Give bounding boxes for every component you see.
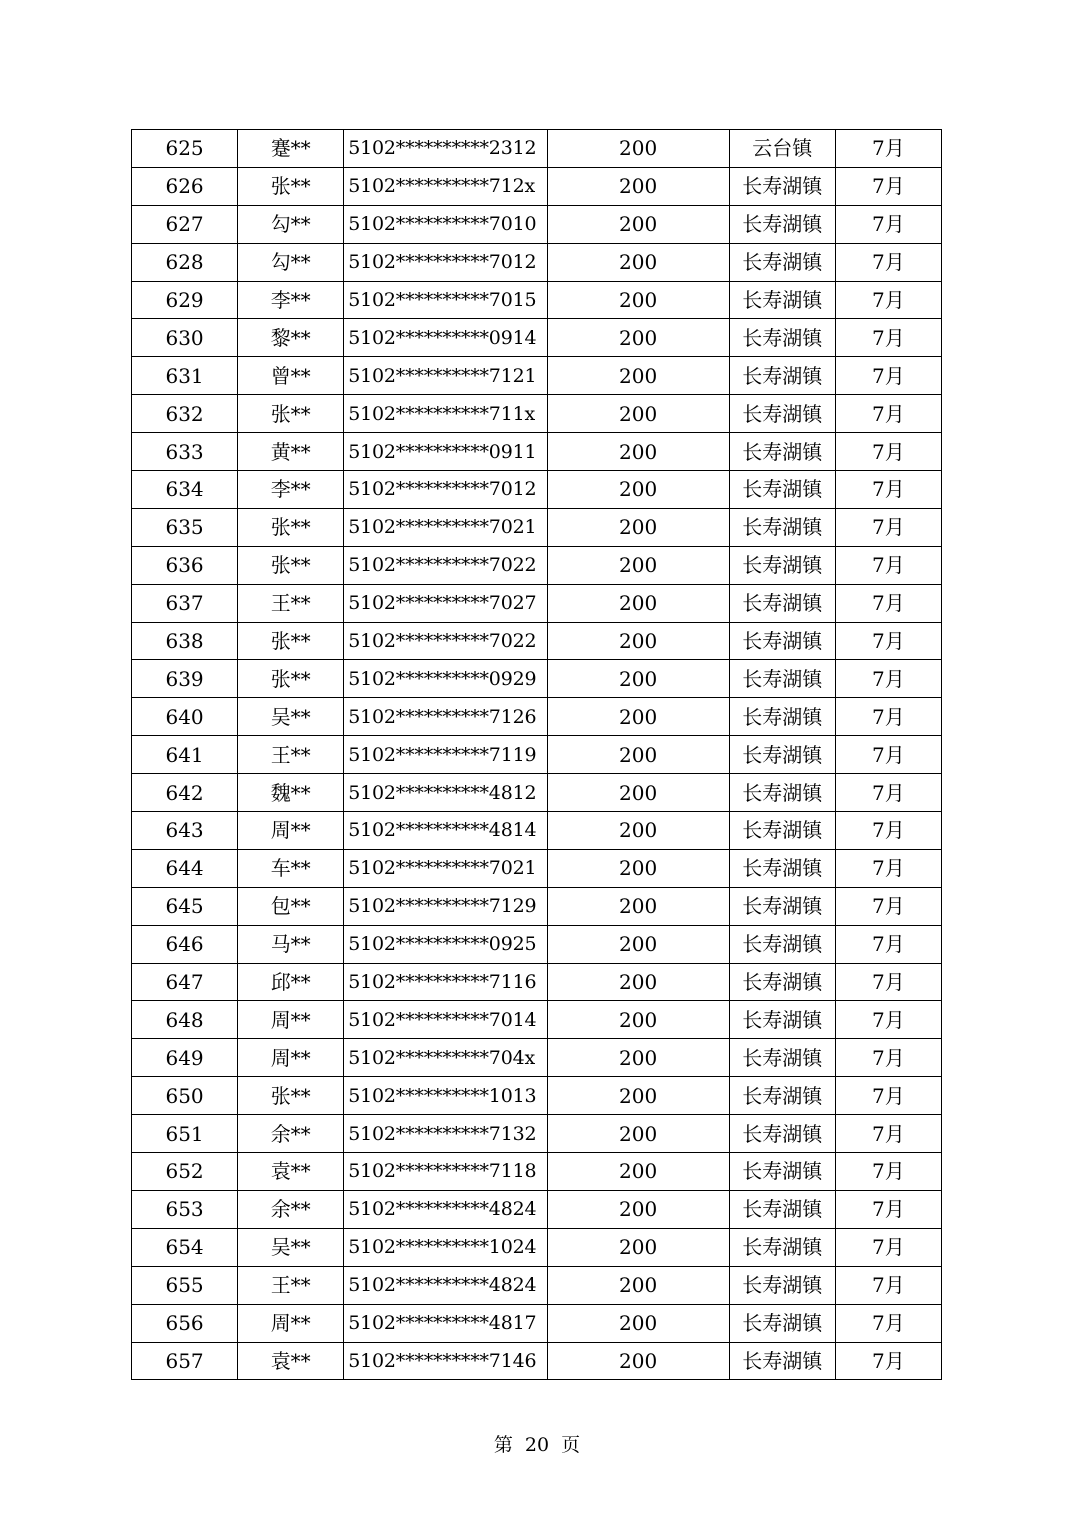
id-number-cell: 5102**********7021 bbox=[344, 508, 547, 546]
amount-cell: 200 bbox=[547, 584, 729, 622]
serial-number-cell: 648 bbox=[132, 1001, 238, 1039]
id-number-cell: 5102**********0929 bbox=[344, 660, 547, 698]
serial-number-cell: 638 bbox=[132, 622, 238, 660]
month-cell: 7月 bbox=[835, 622, 941, 660]
name-cell: 袁** bbox=[238, 1342, 344, 1380]
name-cell: 黄** bbox=[238, 433, 344, 471]
town-cell: 长寿湖镇 bbox=[729, 660, 835, 698]
amount-cell: 200 bbox=[547, 357, 729, 395]
month-cell: 7月 bbox=[835, 471, 941, 509]
month-cell: 7月 bbox=[835, 584, 941, 622]
amount-cell: 200 bbox=[547, 395, 729, 433]
name-cell: 张** bbox=[238, 1077, 344, 1115]
name-cell: 周** bbox=[238, 1039, 344, 1077]
table-row bbox=[132, 395, 942, 433]
table-row bbox=[132, 736, 942, 774]
amount-cell: 200 bbox=[547, 1115, 729, 1153]
serial-number-cell: 652 bbox=[132, 1153, 238, 1191]
table-row bbox=[132, 584, 942, 622]
serial-number-cell: 629 bbox=[132, 281, 238, 319]
town-cell: 长寿湖镇 bbox=[729, 243, 835, 281]
table-row bbox=[132, 130, 942, 168]
amount-cell: 200 bbox=[547, 243, 729, 281]
name-cell: 周** bbox=[238, 812, 344, 850]
id-number-cell: 5102**********7014 bbox=[344, 1001, 547, 1039]
amount-cell: 200 bbox=[547, 1039, 729, 1077]
town-cell: 长寿湖镇 bbox=[729, 1342, 835, 1380]
id-number-cell: 5102**********7121 bbox=[344, 357, 547, 395]
town-cell: 长寿湖镇 bbox=[729, 546, 835, 584]
table-row bbox=[132, 243, 942, 281]
id-number-cell: 5102**********7012 bbox=[344, 243, 547, 281]
month-cell: 7月 bbox=[835, 433, 941, 471]
name-cell: 张** bbox=[238, 508, 344, 546]
table-row bbox=[132, 1001, 942, 1039]
town-cell: 长寿湖镇 bbox=[729, 357, 835, 395]
month-cell: 7月 bbox=[835, 243, 941, 281]
table-row bbox=[132, 1304, 942, 1342]
page-number: 20 bbox=[524, 1434, 550, 1456]
serial-number-cell: 628 bbox=[132, 243, 238, 281]
town-cell: 长寿湖镇 bbox=[729, 812, 835, 850]
town-cell: 长寿湖镇 bbox=[729, 167, 835, 205]
amount-cell: 200 bbox=[547, 130, 729, 168]
amount-cell: 200 bbox=[547, 1077, 729, 1115]
month-cell: 7月 bbox=[835, 1001, 941, 1039]
month-cell: 7月 bbox=[835, 1190, 941, 1228]
amount-cell: 200 bbox=[547, 281, 729, 319]
town-cell: 长寿湖镇 bbox=[729, 1001, 835, 1039]
town-cell: 长寿湖镇 bbox=[729, 925, 835, 963]
amount-cell: 200 bbox=[547, 736, 729, 774]
serial-number-cell: 647 bbox=[132, 963, 238, 1001]
id-number-cell: 5102**********7129 bbox=[344, 887, 547, 925]
serial-number-cell: 645 bbox=[132, 887, 238, 925]
month-cell: 7月 bbox=[835, 925, 941, 963]
name-cell: 马** bbox=[238, 925, 344, 963]
amount-cell: 200 bbox=[547, 1001, 729, 1039]
amount-cell: 200 bbox=[547, 1266, 729, 1304]
id-number-cell: 5102**********7021 bbox=[344, 849, 547, 887]
month-cell: 7月 bbox=[835, 1153, 941, 1191]
month-cell: 7月 bbox=[835, 319, 941, 357]
name-cell: 邱** bbox=[238, 963, 344, 1001]
serial-number-cell: 635 bbox=[132, 508, 238, 546]
amount-cell: 200 bbox=[547, 1190, 729, 1228]
month-cell: 7月 bbox=[835, 698, 941, 736]
serial-number-cell: 640 bbox=[132, 698, 238, 736]
serial-number-cell: 649 bbox=[132, 1039, 238, 1077]
month-cell: 7月 bbox=[835, 1077, 941, 1115]
serial-number-cell: 656 bbox=[132, 1304, 238, 1342]
table-row bbox=[132, 433, 942, 471]
serial-number-cell: 651 bbox=[132, 1115, 238, 1153]
id-number-cell: 5102**********7119 bbox=[344, 736, 547, 774]
serial-number-cell: 634 bbox=[132, 471, 238, 509]
month-cell: 7月 bbox=[835, 395, 941, 433]
town-cell: 长寿湖镇 bbox=[729, 205, 835, 243]
id-number-cell: 5102**********7012 bbox=[344, 471, 547, 509]
month-cell: 7月 bbox=[835, 281, 941, 319]
month-cell: 7月 bbox=[835, 1115, 941, 1153]
serial-number-cell: 646 bbox=[132, 925, 238, 963]
serial-number-cell: 657 bbox=[132, 1342, 238, 1380]
serial-number-cell: 653 bbox=[132, 1190, 238, 1228]
id-number-cell: 5102**********7146 bbox=[344, 1342, 547, 1380]
month-cell: 7月 bbox=[835, 1228, 941, 1266]
name-cell: 李** bbox=[238, 471, 344, 509]
serial-number-cell: 633 bbox=[132, 433, 238, 471]
table-row bbox=[132, 1266, 942, 1304]
month-cell: 7月 bbox=[835, 736, 941, 774]
amount-cell: 200 bbox=[547, 1342, 729, 1380]
town-cell: 长寿湖镇 bbox=[729, 887, 835, 925]
name-cell: 张** bbox=[238, 546, 344, 584]
table-row bbox=[132, 849, 942, 887]
serial-number-cell: 650 bbox=[132, 1077, 238, 1115]
town-cell: 长寿湖镇 bbox=[729, 622, 835, 660]
month-cell: 7月 bbox=[835, 1304, 941, 1342]
amount-cell: 200 bbox=[547, 167, 729, 205]
id-number-cell: 5102**********4814 bbox=[344, 812, 547, 850]
town-cell: 长寿湖镇 bbox=[729, 1266, 835, 1304]
table-row bbox=[132, 925, 942, 963]
name-cell: 余** bbox=[238, 1115, 344, 1153]
month-cell: 7月 bbox=[835, 849, 941, 887]
name-cell: 黎** bbox=[238, 319, 344, 357]
table-row bbox=[132, 319, 942, 357]
town-cell: 云台镇 bbox=[729, 130, 835, 168]
id-number-cell: 5102**********7022 bbox=[344, 622, 547, 660]
amount-cell: 200 bbox=[547, 205, 729, 243]
table-row bbox=[132, 812, 942, 850]
name-cell: 包** bbox=[238, 887, 344, 925]
amount-cell: 200 bbox=[547, 508, 729, 546]
amount-cell: 200 bbox=[547, 546, 729, 584]
month-cell: 7月 bbox=[835, 887, 941, 925]
id-number-cell: 5102**********2312 bbox=[344, 130, 547, 168]
name-cell: 王** bbox=[238, 584, 344, 622]
table-row bbox=[132, 508, 942, 546]
name-cell: 勾** bbox=[238, 205, 344, 243]
table-row bbox=[132, 622, 942, 660]
amount-cell: 200 bbox=[547, 1304, 729, 1342]
month-cell: 7月 bbox=[835, 167, 941, 205]
page-footer bbox=[0, 1430, 1074, 1457]
table-row bbox=[132, 887, 942, 925]
town-cell: 长寿湖镇 bbox=[729, 281, 835, 319]
amount-cell: 200 bbox=[547, 319, 729, 357]
town-cell: 长寿湖镇 bbox=[729, 471, 835, 509]
table-row bbox=[132, 963, 942, 1001]
page-prefix: 第 bbox=[493, 1434, 513, 1456]
month-cell: 7月 bbox=[835, 1039, 941, 1077]
town-cell: 长寿湖镇 bbox=[729, 1153, 835, 1191]
table-row bbox=[132, 774, 942, 812]
id-number-cell: 5102**********7132 bbox=[344, 1115, 547, 1153]
serial-number-cell: 639 bbox=[132, 660, 238, 698]
amount-cell: 200 bbox=[547, 925, 729, 963]
id-number-cell: 5102**********1024 bbox=[344, 1228, 547, 1266]
serial-number-cell: 637 bbox=[132, 584, 238, 622]
id-number-cell: 5102**********7116 bbox=[344, 963, 547, 1001]
amount-cell: 200 bbox=[547, 433, 729, 471]
serial-number-cell: 636 bbox=[132, 546, 238, 584]
town-cell: 长寿湖镇 bbox=[729, 319, 835, 357]
serial-number-cell: 632 bbox=[132, 395, 238, 433]
month-cell: 7月 bbox=[835, 357, 941, 395]
month-cell: 7月 bbox=[835, 963, 941, 1001]
town-cell: 长寿湖镇 bbox=[729, 1304, 835, 1342]
amount-cell: 200 bbox=[547, 887, 729, 925]
table-row bbox=[132, 660, 942, 698]
town-cell: 长寿湖镇 bbox=[729, 433, 835, 471]
id-number-cell: 5102**********7015 bbox=[344, 281, 547, 319]
month-cell: 7月 bbox=[835, 546, 941, 584]
month-cell: 7月 bbox=[835, 660, 941, 698]
table-row bbox=[132, 1342, 942, 1380]
month-cell: 7月 bbox=[835, 205, 941, 243]
table-row bbox=[132, 1190, 942, 1228]
name-cell: 周** bbox=[238, 1001, 344, 1039]
id-number-cell: 5102**********7010 bbox=[344, 205, 547, 243]
town-cell: 长寿湖镇 bbox=[729, 1115, 835, 1153]
serial-number-cell: 630 bbox=[132, 319, 238, 357]
amount-cell: 200 bbox=[547, 963, 729, 1001]
town-cell: 长寿湖镇 bbox=[729, 698, 835, 736]
town-cell: 长寿湖镇 bbox=[729, 508, 835, 546]
id-number-cell: 5102**********4824 bbox=[344, 1190, 547, 1228]
town-cell: 长寿湖镇 bbox=[729, 963, 835, 1001]
id-number-cell: 5102**********1013 bbox=[344, 1077, 547, 1115]
town-cell: 长寿湖镇 bbox=[729, 774, 835, 812]
name-cell: 张** bbox=[238, 167, 344, 205]
serial-number-cell: 655 bbox=[132, 1266, 238, 1304]
table-row bbox=[132, 546, 942, 584]
serial-number-cell: 654 bbox=[132, 1228, 238, 1266]
amount-cell: 200 bbox=[547, 774, 729, 812]
serial-number-cell: 625 bbox=[132, 130, 238, 168]
id-number-cell: 5102**********4824 bbox=[344, 1266, 547, 1304]
table-row bbox=[132, 471, 942, 509]
name-cell: 张** bbox=[238, 660, 344, 698]
amount-cell: 200 bbox=[547, 622, 729, 660]
name-cell: 张** bbox=[238, 395, 344, 433]
table-row bbox=[132, 167, 942, 205]
serial-number-cell: 642 bbox=[132, 774, 238, 812]
record-table-body bbox=[132, 130, 942, 1380]
id-number-cell: 5102**********704x bbox=[344, 1039, 547, 1077]
id-number-cell: 5102**********0914 bbox=[344, 319, 547, 357]
name-cell: 周** bbox=[238, 1304, 344, 1342]
name-cell: 魏** bbox=[238, 774, 344, 812]
id-number-cell: 5102**********7118 bbox=[344, 1153, 547, 1191]
town-cell: 长寿湖镇 bbox=[729, 849, 835, 887]
serial-number-cell: 644 bbox=[132, 849, 238, 887]
table-row bbox=[132, 1115, 942, 1153]
month-cell: 7月 bbox=[835, 774, 941, 812]
id-number-cell: 5102**********4817 bbox=[344, 1304, 547, 1342]
town-cell: 长寿湖镇 bbox=[729, 1077, 835, 1115]
month-cell: 7月 bbox=[835, 508, 941, 546]
page-suffix: 页 bbox=[561, 1434, 581, 1456]
name-cell: 勾** bbox=[238, 243, 344, 281]
amount-cell: 200 bbox=[547, 849, 729, 887]
town-cell: 长寿湖镇 bbox=[729, 1228, 835, 1266]
serial-number-cell: 627 bbox=[132, 205, 238, 243]
name-cell: 曾** bbox=[238, 357, 344, 395]
name-cell: 吴** bbox=[238, 698, 344, 736]
name-cell: 张** bbox=[238, 622, 344, 660]
table-row bbox=[132, 698, 942, 736]
amount-cell: 200 bbox=[547, 1153, 729, 1191]
name-cell: 吴** bbox=[238, 1228, 344, 1266]
town-cell: 长寿湖镇 bbox=[729, 395, 835, 433]
amount-cell: 200 bbox=[547, 471, 729, 509]
table-row bbox=[132, 205, 942, 243]
amount-cell: 200 bbox=[547, 698, 729, 736]
id-number-cell: 5102**********7027 bbox=[344, 584, 547, 622]
id-number-cell: 5102**********711x bbox=[344, 395, 547, 433]
id-number-cell: 5102**********0925 bbox=[344, 925, 547, 963]
table-row bbox=[132, 1153, 942, 1191]
table-row bbox=[132, 357, 942, 395]
id-number-cell: 5102**********4812 bbox=[344, 774, 547, 812]
amount-cell: 200 bbox=[547, 660, 729, 698]
amount-cell: 200 bbox=[547, 1228, 729, 1266]
town-cell: 长寿湖镇 bbox=[729, 1190, 835, 1228]
town-cell: 长寿湖镇 bbox=[729, 736, 835, 774]
serial-number-cell: 631 bbox=[132, 357, 238, 395]
name-cell: 袁** bbox=[238, 1153, 344, 1191]
serial-number-cell: 641 bbox=[132, 736, 238, 774]
town-cell: 长寿湖镇 bbox=[729, 1039, 835, 1077]
amount-cell: 200 bbox=[547, 812, 729, 850]
month-cell: 7月 bbox=[835, 812, 941, 850]
id-number-cell: 5102**********7126 bbox=[344, 698, 547, 736]
id-number-cell: 5102**********712x bbox=[344, 167, 547, 205]
table-row bbox=[132, 281, 942, 319]
record-table bbox=[131, 129, 942, 1380]
month-cell: 7月 bbox=[835, 1266, 941, 1304]
serial-number-cell: 626 bbox=[132, 167, 238, 205]
name-cell: 李** bbox=[238, 281, 344, 319]
id-number-cell: 5102**********7022 bbox=[344, 546, 547, 584]
name-cell: 王** bbox=[238, 736, 344, 774]
name-cell: 余** bbox=[238, 1190, 344, 1228]
town-cell: 长寿湖镇 bbox=[729, 584, 835, 622]
name-cell: 王** bbox=[238, 1266, 344, 1304]
month-cell: 7月 bbox=[835, 130, 941, 168]
table-row bbox=[132, 1039, 942, 1077]
id-number-cell: 5102**********0911 bbox=[344, 433, 547, 471]
table-row bbox=[132, 1077, 942, 1115]
month-cell: 7月 bbox=[835, 1342, 941, 1380]
serial-number-cell: 643 bbox=[132, 812, 238, 850]
name-cell: 蹇** bbox=[238, 130, 344, 168]
table-row bbox=[132, 1228, 942, 1266]
name-cell: 车** bbox=[238, 849, 344, 887]
